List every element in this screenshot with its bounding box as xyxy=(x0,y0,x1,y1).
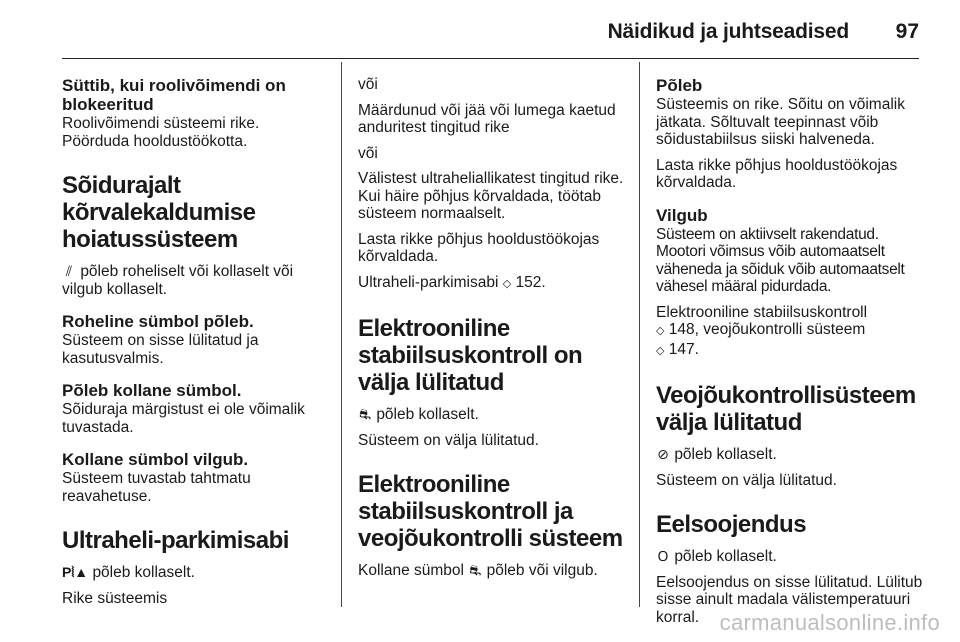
column-1 xyxy=(62,76,324,615)
column-divider xyxy=(341,62,342,607)
paragraph xyxy=(656,548,924,566)
column-3 xyxy=(656,76,924,634)
paragraph: Süsteem tuvastab tahtmatu reavahetuse. xyxy=(62,470,251,505)
section-title: Ultraheli-parkimisabi xyxy=(62,527,289,554)
paragraph-text: põleb või vilgub. xyxy=(486,562,598,579)
paragraph-text: Ultraheli-parkimisabi xyxy=(358,273,499,291)
paragraph: Määrdunud või jää või lumega kaetud anduritest tingitud rike xyxy=(358,101,616,136)
paragraph xyxy=(62,263,324,298)
watermark: carmanualsonline.info xyxy=(719,610,940,635)
section-title: Elektrooniline stabiilsuskontroll on välja lülitatud xyxy=(358,315,583,396)
esc-icon: ⛐ xyxy=(469,562,482,578)
page-title: Näidikud ja juhtseadised xyxy=(607,20,849,43)
paragraph xyxy=(358,274,626,294)
column-divider xyxy=(639,62,640,607)
page-header xyxy=(62,14,919,59)
section-heading: Roheline sümbol põleb. xyxy=(62,312,254,331)
paragraph: või xyxy=(358,76,378,93)
paragraph-text: põleb kollaselt. xyxy=(376,406,479,423)
paragraph: Süsteem on välja lülitatud. xyxy=(656,471,837,489)
section-heading: Põleb kollane sümbol. xyxy=(62,381,242,400)
paragraph xyxy=(656,446,924,464)
section-title: Eelsoojendus xyxy=(656,511,807,538)
page-ref-icon: ◇ xyxy=(656,344,665,357)
paragraph-text: põleb roheliselt või kollaselt või vilgub kollaselt. xyxy=(62,263,294,298)
parking-assist-icon: P⦚▲ xyxy=(62,564,89,580)
paragraph xyxy=(62,564,324,582)
paragraph-text: põleb kollaselt. xyxy=(674,446,777,463)
page-reference[interactable]: 152. xyxy=(515,273,546,291)
section-heading: Põleb xyxy=(656,76,703,95)
paragraph: Lasta rikke põhjus hooldustöökojas kõrvaldada. xyxy=(656,156,898,191)
page-ref-icon: ◇ xyxy=(502,277,512,290)
lane-departure-icon: ⫽ xyxy=(65,263,73,279)
paragraph: või xyxy=(358,144,378,162)
paragraph-text: põleb kollaselt. xyxy=(674,548,777,565)
page-reference[interactable]: 147. xyxy=(668,340,699,358)
section-title: Elektrooniline stabiilsuskontroll ja veojõukontrolli süsteem xyxy=(358,471,623,552)
paragraph xyxy=(358,406,626,424)
esc-off-icon: ⛐ xyxy=(358,406,372,422)
section-title: Sõidurajalt kõrvalekaldumise hoiatussüsteem xyxy=(62,172,256,253)
paragraph xyxy=(358,562,626,580)
paragraph: Süsteem on välja lülitatud. xyxy=(358,431,539,449)
paragraph xyxy=(656,304,924,361)
column-2 xyxy=(358,76,626,588)
paragraph: Roolivõimendi süsteemi rike. Pöörduda hooldustöökotta. xyxy=(62,115,260,150)
section-heading: Vilgub xyxy=(656,205,708,225)
paragraph: Välistest ultraheliallikatest tingitud rike. Kui häire põhjus kõrvaldada, töötab süsteem normaalselt. xyxy=(358,170,624,222)
paragraph-text: Kollane sümbol xyxy=(358,562,464,579)
page-ref-icon: ◇ xyxy=(656,325,665,337)
paragraph-text: põleb kollaselt. xyxy=(92,564,195,581)
paragraph-text: Elektrooniline stabiilsuskontroll xyxy=(656,303,868,321)
section-title: Veojõukontrollisüsteem välja lülitatud xyxy=(656,382,916,436)
paragraph: Sõiduraja märgistust ei ole võimalik tuvastada. xyxy=(62,401,305,436)
preheat-icon: ᱛ xyxy=(657,548,669,564)
page-reference[interactable]: 148, veojõukontrolli süsteem xyxy=(668,321,866,338)
section-heading: Süttib, kui roolivõimendi on blokeeritud xyxy=(62,76,286,114)
paragraph: Süsteem on sisse lülitatud ja kasutusvalmis. xyxy=(62,332,259,367)
paragraph: Süsteem on aktiivselt rakendatud. Mootori võimsus võib automaatselt väheneda ja sõiduk võib automaatselt vähesel määral pidurdada. xyxy=(656,225,905,295)
paragraph: Rike süsteemis xyxy=(62,589,168,607)
section-heading: Kollane sümbol vilgub. xyxy=(62,450,249,469)
paragraph: Eelsoojendus on sisse lülitatud. Lülitub sisse ainult madala välistemperatuuri korral. xyxy=(656,573,923,626)
paragraph: Lasta rikke põhjus hooldustöökojas kõrvaldada. xyxy=(358,230,600,265)
paragraph: Süsteemis on rike. Sõitu on võimalik jätkata. Sõltuvalt teepinnast võib sõidustabiilsus siiski halveneda. xyxy=(656,96,905,148)
traction-off-icon: ⊘ xyxy=(657,446,669,462)
page-number: 97 xyxy=(895,20,919,43)
